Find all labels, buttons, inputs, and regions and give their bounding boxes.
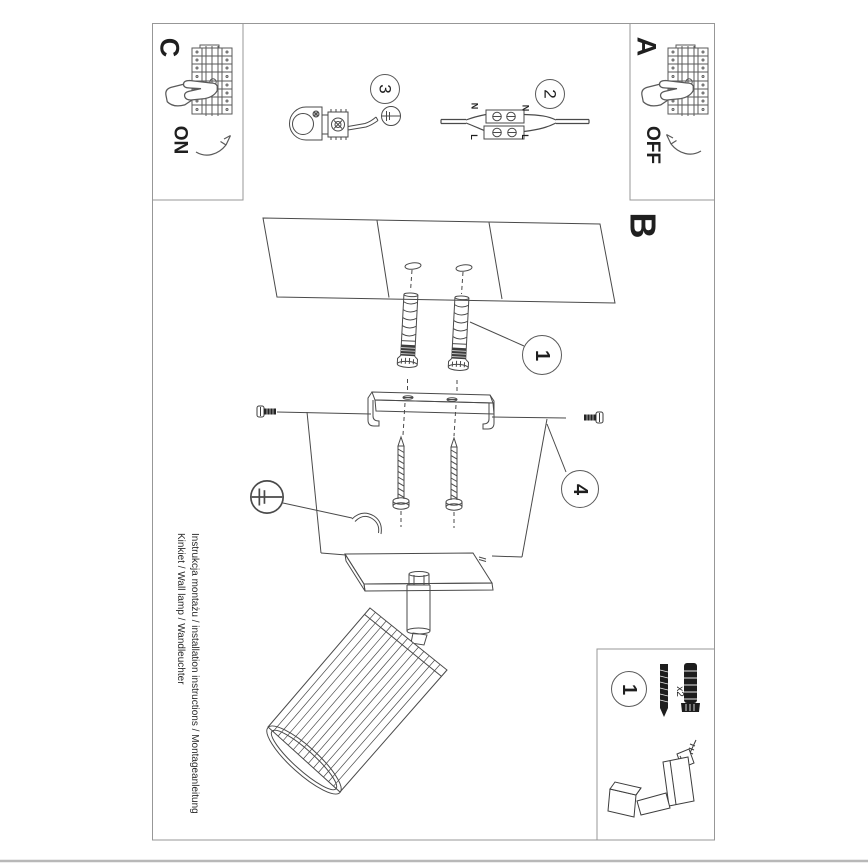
wire-label-l: L (469, 134, 479, 140)
screwdriver-icon (382, 107, 401, 126)
power-off-label: OFF (642, 126, 663, 164)
fuse-box-drawing-c (192, 45, 232, 116)
wall-panel-drawing (263, 218, 615, 303)
fixing-bolt-right (584, 412, 603, 423)
power-on-label: ON (169, 125, 190, 155)
section-label-a: A (631, 36, 662, 56)
step-1-badge: 1 (522, 335, 562, 375)
title-line-1: Instrukcja montażu / installation instructions / Montageanleitung (189, 533, 200, 814)
document-title (171, 533, 201, 853)
leader-step1 (470, 322, 524, 346)
screw-icon (660, 664, 668, 717)
title-line-2: Kinkiet / Wall lamp / Wandleuchter (175, 533, 187, 685)
wire-label-n: N (469, 102, 479, 110)
mounting-screw-drawing (393, 437, 462, 528)
step-2-badge: 2 (535, 79, 565, 109)
lamp-canopy-drawing (345, 513, 493, 591)
wire-label-n: N (520, 104, 530, 112)
projection-lines (307, 412, 566, 557)
wire-connectors-drawing (441, 110, 589, 139)
parts-1-badge: 1 (611, 671, 647, 707)
step-3-badge: 3 (370, 74, 400, 104)
fixing-bolt-left (257, 406, 276, 417)
pivot-joint-drawing (407, 572, 430, 646)
wall-plug-drawing (397, 292, 472, 370)
drill-icon (608, 740, 696, 817)
hardware-quantity-label: x2 (673, 685, 685, 697)
mounting-bracket-drawing (368, 379, 494, 436)
leader-bolt-right (492, 417, 566, 418)
leader-bolt-left (277, 412, 371, 414)
screwdriver-icon (251, 481, 283, 513)
fuse-box-drawing-a (668, 45, 708, 116)
section-label-c: C (154, 37, 185, 57)
lamp-shade-drawing (259, 608, 447, 802)
canopy-terminal-drawing (290, 107, 378, 140)
section-label-b: B (622, 212, 663, 238)
step-4-badge: 4 (561, 470, 599, 508)
wire-label-l: L (520, 134, 530, 140)
